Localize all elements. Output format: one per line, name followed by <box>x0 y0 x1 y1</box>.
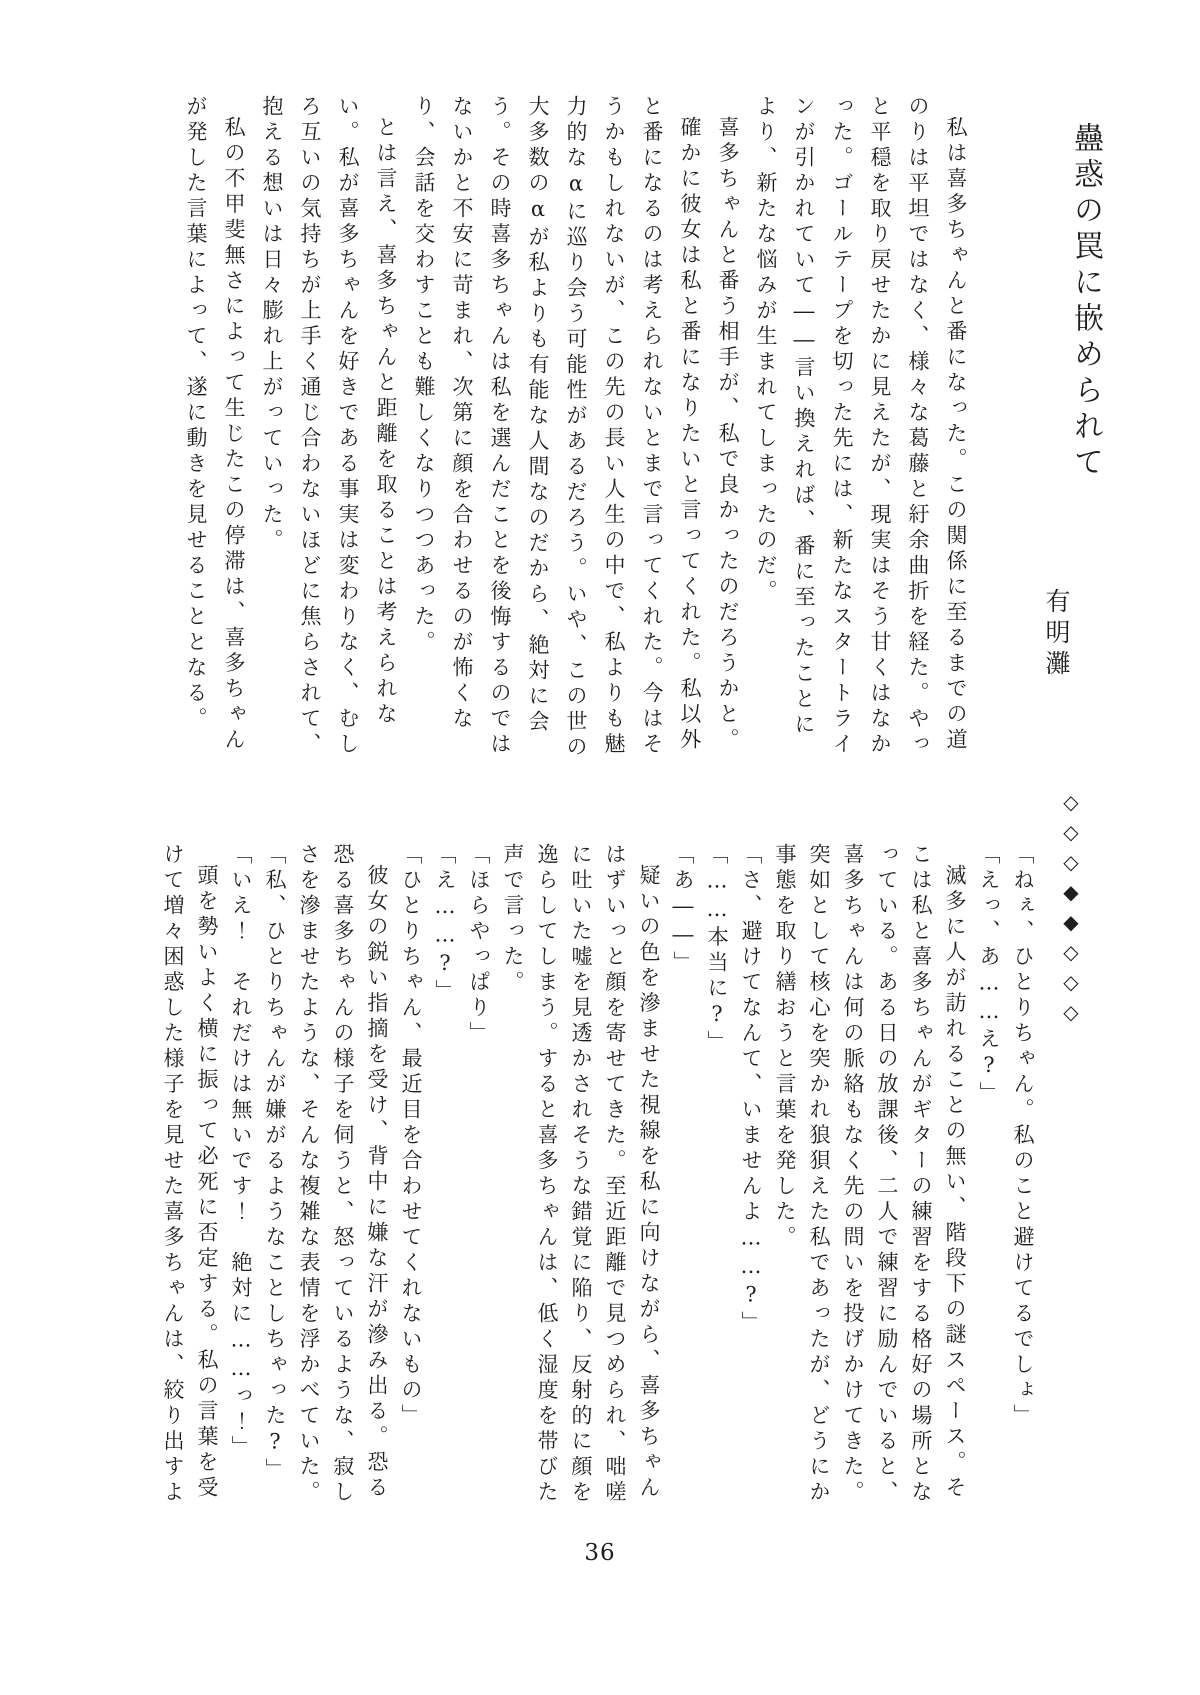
bottom-text-block <box>156 843 1040 1511</box>
dialogue-line: 「え……?」 <box>433 843 457 1005</box>
narration-paragraph: 滅多に人が訪れることの無い、階段下の謎スペース。そこは私と喜多ちゃんがギターの練習をする格好の場所となっている。ある日の放課後、二人で練習に励んでいると、喜多ちゃんは何の脈絡もなく先の問いを投げかけてきた。 <box>841 843 967 1506</box>
section-divider: ◇◇◇◆◆◇◇◇ <box>1059 790 1083 1030</box>
narration-paragraph: 突如として核心を突かれ狼狽えた私であったが、どうにか事態を取り繕おうと言葉を発した。 <box>773 843 831 1506</box>
dialogue-line: 「あ――」 <box>671 843 695 977</box>
dialogue-line: 「いえ！ それだけは無いです！ 絶対に……っ！」 <box>229 843 253 1461</box>
top-text-block <box>177 95 975 763</box>
narration-paragraph: 疑いの色を滲ませた視線を私に向けながら、喜多ちゃんはずいっと顔を寄せてきた。至近距離で見つめられ、咄嗟に吐いた嘘を見透かされそうな錯覚に陥り、反射的に顔を逸らしてしまう。すると喜多ちゃんは、低く湿度を帯びた声で言った。 <box>501 843 661 1506</box>
dialogue-line: 「……本当に?」 <box>705 843 729 1056</box>
dialogue-line: 「さ、避けてなんて、いませんよ……?」 <box>739 843 763 1337</box>
dialogue-line: 「ねぇ、ひとりちゃん。私のこと避けてるでしょ」 <box>1011 843 1035 1430</box>
page-number: 36 <box>584 1540 616 1566</box>
page-title: 蠱惑の罠に嵌められて <box>1068 122 1103 482</box>
dialogue-line: 「ひとりちゃん、最近目を合わせてくれないもの」 <box>399 843 423 1430</box>
narration-paragraph: 私は喜多ちゃんと番になった。この関係に至るまでの道のりは平坦ではなく、様々な葛藤と紆余曲折を経た。やっと平穏を取り戻せたかに見えたが、現実はそう甘くはなかった。ゴールテープを切った先には、新たなスタートラインが引かれていて――言い換えれば、番に至ったことにより、新たな悩みが生まれてしまったのだ。 <box>754 95 968 758</box>
narration-paragraph: 確かに彼女は私と番になりたいと言ってくれた。私以外と番になるのは考えられないとまで言ってくれた。今はそうかもしれないが、この先の長い人生の中で、私よりも魅力的なαに巡り会う可能性があるだろう。いや、この世の大多数のαが私よりも有能な人間なのだから、絶対に会う。その時喜多ちゃんは私を選んだことを後悔するのではないかと不安に苛まれ、次第に顔を合わせるのが怖くなり、会話を交わすことも難しくなりつつあった。 <box>412 95 702 761</box>
author-name: 有明灘 <box>1042 588 1071 681</box>
narration-paragraph: 彼女の鋭い指摘を受け、背中に嫌な汗が滲み出る。恐る恐る喜多ちゃんの様子を伺うと、怒っているような、寂しさを滲ませたような、そんな複雑な表情を浮かべていた。 <box>297 843 389 1506</box>
dialogue-line: 「えっ、あ……え?」 <box>977 843 1001 1107</box>
dialogue-line: 「ほらやっぱり」 <box>467 843 491 1047</box>
narration-paragraph: 頭を勢いよく横に振って必死に否定する。私の言葉を受けて増々困惑した様子を見せた喜多ちゃんは、絞り出すよ <box>161 843 219 1506</box>
narration-paragraph: とは言え、喜多ちゃんと距離を取ることは考えられない。私が喜多ちゃんを好きである事実は変わりなく、むしろ互いの気持ちが上手く通じ合わないほどに焦らされて、抱える想いは日々膨れ上がっていった。 <box>260 95 398 758</box>
dialogue-line: 「私、ひとりちゃんが嫌がるようなことしちゃった?」 <box>263 843 287 1484</box>
narration-paragraph: 私の不甲斐無さによって生じたこの停滞は、喜多ちゃんが発した言葉によって、遂に動きを見せることとなる。 <box>184 95 246 754</box>
narration-paragraph: 喜多ちゃんと番う相手が、私で良かったのだろうかと。 <box>716 116 740 754</box>
